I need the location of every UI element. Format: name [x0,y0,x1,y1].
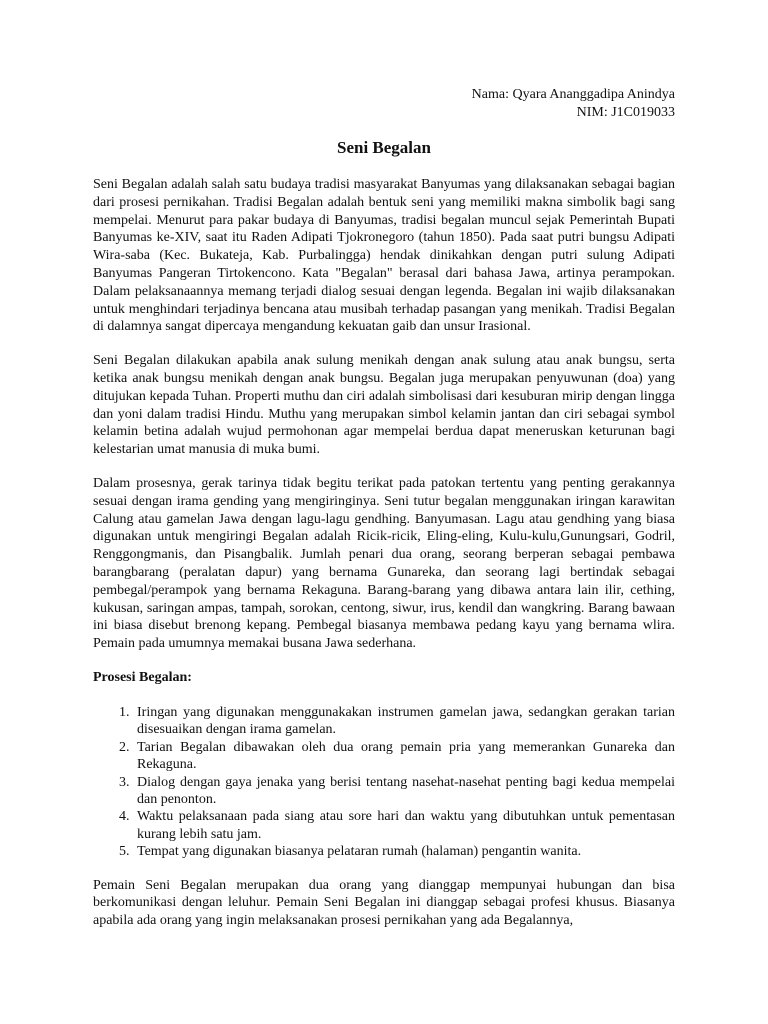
author-name: Nama: Qyara Ananggadipa Anindya [471,87,675,102]
procession-list [93,704,675,861]
list-item: 5. Tempat yang digunakan biasanya pelataran rumah (halaman) pengantin wanita. [133,843,675,860]
section-heading: Prosesi Begalan: [93,669,192,685]
paragraph-process: Dalam prosesnya, gerak tarinya tidak begitu terikat pada patokan tertentu yang penting gerakannya sesuai dengan irama gending yang mengiringinya. Seni tutur begalan menggunakan iringan karawitan Calung atau gamelan Jawa dengan lagu-lagu gendhing. Banyumasan. Lagu atau gendhing yang biasa digunakan untuk mengiringi Begalan adalah Ricik-ricik, Eling-eling, Kulu-kulu,Gunungsari, Godril, Renggongmanis, dan Pisangbalik. Jumlah penari dua orang, seorang berperan sebagai pembawa barangbarang (peralatan dapur) yang bernama Gunareka, dan seorang lagi bertindak sebagai pembegal/perampok yang bernama Rekaguna. Barang-barang yang dibawa antara lain ilir, cething, kukusan, saringan ampas, tampah, sorokan, centong, siwur, irus, kendil dan wangkring. Barang bawaan ini biasa disebut brenong kepang. Pembegal biasanya membawa pedang kayu yang bernama wlira. Pemain pada umumnya memakai busana Jawa sederhana. [93,475,675,652]
list-item: 3. Dialog dengan gaya jenaka yang berisi tentang nasehat-nasehat penting bagi kedua mempelai dan penonton. [133,774,675,809]
paragraph-intro: Seni Begalan adalah salah satu budaya tradisi masyarakat Banyumas yang dilaksanakan sebagai bagian dari prosesi pernikahan. Tradisi Begalan adalah bentuk seni yang memiliki makna simbolik bagi sang mempelai. Menurut para pakar budaya di Banyumas, tradisi begalan muncul sejak Pemerintah Bupati Banyumas ke-XIV, saat itu Raden Adipati Tjokronegoro (tahun 1850). Pada saat putri bungsu Adipati Wira-saba (Kec. Bukateja, Kab. Purbalingga) hendak dinikahkan dengan putri sulung Adipati Banyumas Pangeran Tirtokencono. Kata "Begalan" berasal dari bahasa Jawa, artinya perampokan. Dalam pelaksanaannya memang terjadi dialog sesuai dengan legenda. Begalan ini wajib dilaksanakan untuk menghindari terjadinya bencana atau musibah terhadap pasangan yang menikah. Tradisi Begalan di dalamnya sangat dipercaya mengandung kekuatan gaib dan unsur Irasional. [93,177,675,335]
list-item: 1. Iringan yang digunakan menggunakakan instrumen gamelan jawa, sedangkan gerakan tarian disesuaikan dengan irama gamelan. [133,704,675,739]
paragraph-symbolism: Seni Begalan dilakukan apabila anak sulung menikah dengan anak sulung atau anak bungsu, serta ketika anak bungsu menikah dengan anak bungsu. Begalan juga merupakan penyuwunan (doa) yang ditujukan kepada Tuhan. Properti muthu dan ciri adalah simbolisasi dari kesuburan mirip dengan lingga dan yoni dalam tradisi Hindu. Muthu yang merupakan simbol kelamin jantan dan ciri sebagai symbol kelamin betina adalah wujud permohonan agar mempelai berdua dapat meneruskan keturunan bagi kelestarian umat manusia di muka bumi. [93,353,675,458]
list-item: 2. Tarian Begalan dibawakan oleh dua orang pemain pria yang memerankan Gunareka dan Rekaguna. [133,739,675,774]
page-title: Seni Begalan [337,138,431,157]
list-item: 4. Waktu pelaksanaan pada siang atau sore hari dan waktu yang dibutuhkan untuk pementasan kurang lebih satu jam. [133,808,675,843]
paragraph-closing: Pemain Seni Begalan merupakan dua orang yang dianggap mempunyai hubungan dan bisa berkomunikasi dengan leluhur. Pemain Seni Begalan ini dianggap sebagai profesi khusus. Biasanya apabila ada orang yang ingin melaksanakan prosesi pernikahan yang ada Begalannya, [93,877,675,929]
author-nim: NIM: J1C019033 [576,105,675,120]
author-header [93,86,675,122]
